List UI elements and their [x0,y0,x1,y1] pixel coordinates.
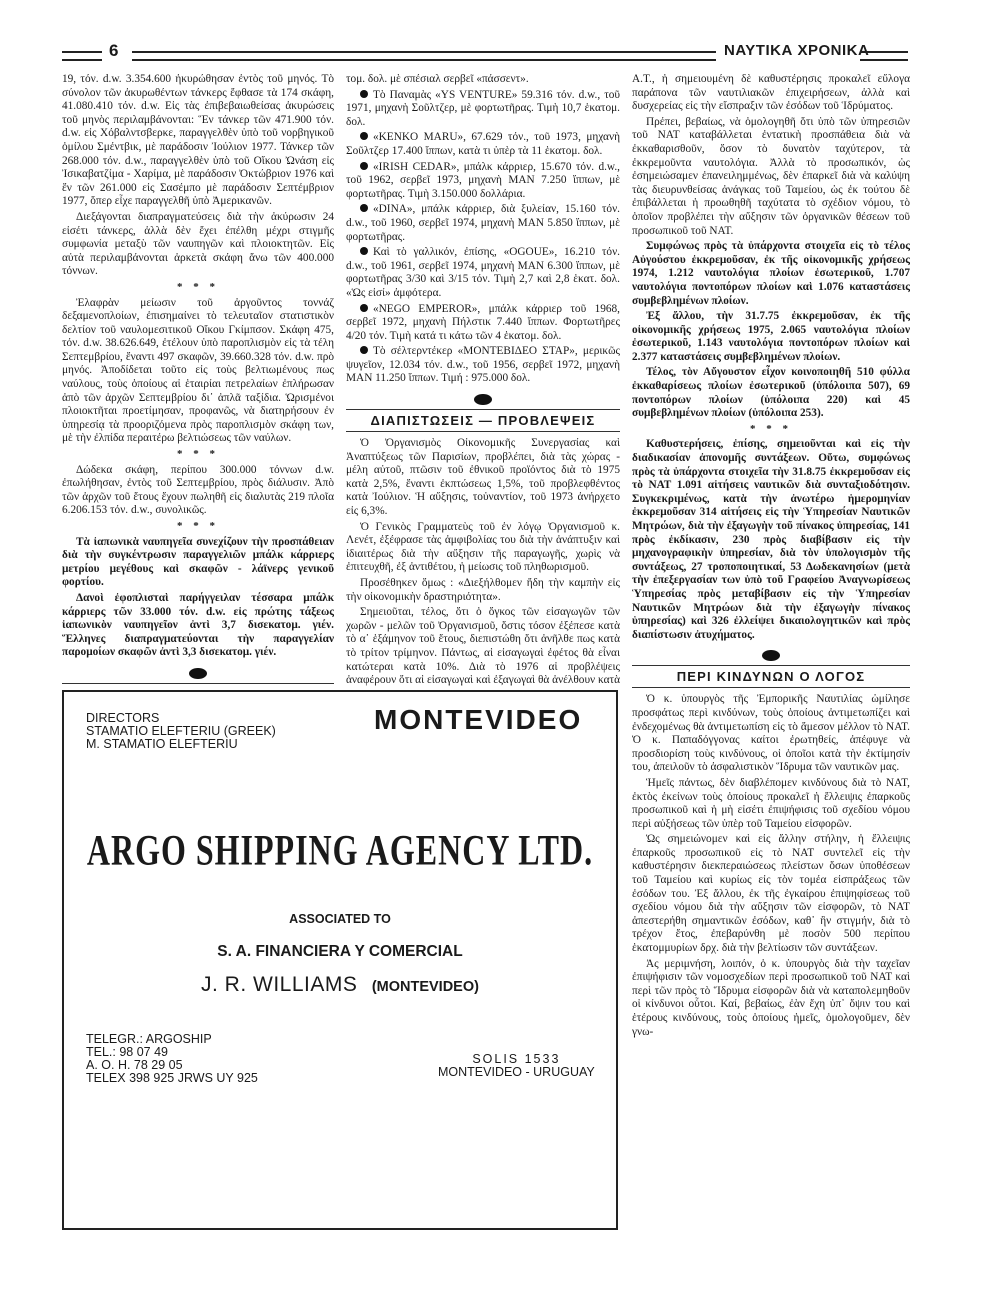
ornament-dot-icon [474,394,492,405]
bullet-icon [360,90,368,98]
ad-financiera-name: S. A. FINANCIERA Y COMERCIAL [217,943,463,960]
ship-listing [346,303,620,344]
ship-listing [346,246,620,300]
page-number: 6 [109,41,119,60]
column-2 [346,73,620,688]
section-heading-findings: ΔΙΑΠΙΣΤΩΣΕΙΣ — ΠΡΟΒΛΕΨΕΙΣ [346,409,620,432]
ad-address-block [438,1053,595,1079]
ad-directors [86,712,276,751]
article-paragraph: Πρέπει, βεβαίως, νὰ ὁμολογηθῆ ὅτι ὑπὸ τῶν ὑπηρεσιῶν τοῦ ΝΑΤ καταβάλλεται ἐντατικὴ προσπάθεια διὰ νὰ ἐκκαθαρισθοῦν, ὅσον τὸ δυνατὸν ταχύτερον, τὰ ἐκκρεμοῦντα ναυτολόγια. Ἀλλὰ τὸ προσωπικόν, ὡς ἐσημειώσαμεν ἐπανειλημμένως, δὲν ἐπαρκεῖ διὰ νὰ καλύψη τὰς διευρυνθείσας ἀνάγκας τοῦ Ταμείου, ὡς ἐκ τούτου δὲ ἐπιβάλλεται ἡ προωθηθῆ ταχύτατα τὸ σχέδιον νόμου, τὸ ὁποῖον προβλέπει τὴν αὔξησιν τῶν ὀργανικῶν θέσεων τοῦ προσωπικοῦ τοῦ ΝΑΤ. [632,115,910,237]
column-1 [62,73,334,688]
ship-listing-text: «KENKO MARU», 67.629 τόν., τοῦ 1973, μηχανὴ Σοῦλτζερ 17.400 ἵππων, κατὰ τι ὑπὲρ τὰ 11 ἑκατομ. δολ. [346,131,620,157]
ad-city-heading: MONTEVIDEO [374,704,583,735]
section-separator-stars: * * * [177,280,219,293]
bullet-icon [360,162,368,170]
article-paragraph: Προσέθηκεν ὅμως : «Διεξήλθομεν ἤδη τὴν καμπὴν εἰς τὴν οἰκονομικὴν δραστηριότητα». [346,577,620,603]
article-paragraph: Ἡμεῖς πάντως, δὲν διαβλέπομεν κινδύνους διὰ τὸ ΝΑΤ, ἐκτὸς ἐκείνων τοὺς ὁποίους προκαλεῖ ἡ ἔλλειψις ἐπαρκοῦς προσωπικοῦ καὶ ἡ μὴ εἰσέτι ἐπιψήφισις τοῦ σχεδίου νόμου περὶ αὐξήσεως τῶν ὑπὲρ τοῦ Ταμείου εἰσφορῶν. [632,776,910,830]
column-3 [632,73,910,1273]
article-paragraph: Ὁ Γενικὸς Γραμματεὺς τοῦ ἐν λόγῳ Ὀργανισμοῦ κ. Λενέτ, ἐξέφρασε τὰς ἀμφιβολίας του διὰ τὴν ἀνάπτυξιν καὶ ἰδιαιτέρως διὰ τὴν αὔξησιν τῆς παραγωγῆς, χωρὶς νὰ ἐπιτευχθῆ, ἐξ ἀντιθέτου, ἡ μείωσις τοῦ πληθωρισμοῦ. [346,520,620,574]
bullet-icon [360,204,368,212]
article-paragraph: Τέλος, τὸν Αὔγουστον εἶχον κοινοποιηθῆ 510 φύλλα ἐκκαθαρίσεως πλοίων ἐσωτερικοῦ (ὑπόλοιπα 507), 69 ποντοπόρων πλοίων (ὑπόλοιπα 220) καὶ 45 συμβεβλημένων πλοίων (ὑπόλοιπα 253). [632,366,910,420]
publication-title: ΝΑΥΤΙΚΑ ΧΡΟΝΙΚΑ [724,42,870,59]
article-paragraph: Διεξάγονται διαπραγματεύσεις διὰ τὴν ἀκύρωσιν 24 εἰσέτι τάνκερς, ἀλλὰ δὲν ἔχει ἐπέλθη μέχρι στιγμῆς συμφωνία μεταξὺ τῶν ναυπηγῶν καὶ πλοιοκτητῶν. Εἰς αὐτὰ περιλαμβάνονται ἀρκετὰ σκάφη ἄνω τῶν 400.000 τόννων. [62,210,334,278]
ad-street: SOLIS 1533 [472,1052,561,1066]
section-heading-danger: ΠΕΡΙ ΚΙΝΔΥΝΩΝ Ο ΛΟΓΟΣ [632,665,910,688]
section-separator-stars: * * * [750,422,792,435]
ad-company-name: ARGO SHIPPING AGENCY LTD. [86,825,594,875]
article-paragraph: Ὁ κ. ὑπουργὸς τῆς Ἐμπορικῆς Ναυτιλίας ὡμίλησε προσφάτως περὶ κινδύνων, τοὺς ὁποίους ἀντιμετωπίζει καὶ ἐνδεχομένως θὰ ἀντιμετωπίση εἰς τὸ ἄμεσον μέλλον τὸ ΝΑΤ. Ὁ κ. Παπαδόγγονας καίτοι ἐρωτηθείς, ἀπέφυγε νὰ προσδιορίση τοὺς κινδύνους, οἱ ὁποῖοι κατὰ τὴν ἐκτίμησίν του, ἀπειλοῦν τὸ ἀσφαλιστικὸν Ἵδρυμα τῶν ναυτικῶν μας. [632,693,910,774]
ship-listing-text: Καὶ τὸ γαλλικόν, ἐπίσης, «OGOUE», 16.210 τόν. d.w., τοῦ 1961, σερβεῖ 1974, μηχανὴ MAN 6.300 ἵππων, μὲ φορτωτῆρας 3/30 καὶ 3/15 τόν. Τιμὴ 2,7 καὶ 2,8 ἑκατ. δολ. «Ὡς εἰσί» ἀμφότερα. [346,246,620,299]
article-paragraph: τομ. δολ. μὲ σπέσιαλ σερβεῖ «πάσσεντ». [346,73,529,85]
section-heading-markets [62,683,334,688]
header-rule-right [860,51,908,61]
director-name: STAMATIO ELEFTERIU (GREEK) [86,724,276,738]
ad-contact-block [86,1033,258,1085]
ad-williams-place: (MONTEVIDEO) [371,979,479,995]
section-separator-stars: * * * [177,448,219,461]
running-header [62,40,908,70]
ad-telegram: TELEGR.: ARGOSHIP [86,1032,212,1046]
article-paragraph: Α.Τ., ἡ σημειουμένη δὲ καθυστέρησις προκαλεῖ εὔλογα παράπονα τῶν ναυτιλιακῶν ἐπιχειρήσεων, ἀλλὰ καὶ δυσχερείας εἰς τὴν εἴσπραξιν τῶν ἐσόδων τοῦ Ἱδρύματος. [632,73,910,113]
ad-williams-name: J. R. WILLIAMS [201,973,358,996]
directors-label: DIRECTORS [86,711,160,725]
ad-telephone: TEL.: 98 07 49 [86,1045,169,1059]
ship-listing-text: «NEGO EMPEROR», μπάλκ κάρριερ τοῦ 1968, σερβεῖ 1972, μηχανὴ Πήλστικ 7.440 ἵππων. Φορτωτῆρες 4/20 τόν. Τιμὴ κατά τι κάτω τῶν 4 ἑκατομ. δολ. [346,302,620,342]
article-paragraph: 19, τόν. d.w. 3.354.600 ἠκυρώθησαν ἐντὸς τοῦ μηνός. Τὸ σύνολον τῶν ἀκυρωθέντων τάνκερς ἔφθασε τὰ 174 σκάφη, 41.080.410 τόν. d.w. Εἰς τὰς ἐπιβεβαιωθείσας ἀκυρώσεις τοῦ μηνὸς περιλαμβάνονται: Ἕν τάνκερ τῶν 471.900 τόν. d.w. εἰς Χόβαλντσβερκε, παραγγελθὲν ὑπὸ τοῦ νορβηγικοῦ ὀμίλου Σμέντβικ, μὲ παράδοσιν Ἰούλιον 1977. Τάνκερ τῶν 268.000 τόν. d.w., παραγγελθὲν ὑπὸ τοῦ Οἴκου Ὠνάση εἰς Ἰσικαβατζίμα - Χαρίμα, μὲ παράδοσιν Ὀκτώβριον 1976 καὶ ἕν τῶν 261.000 εἰς Σασέμπο μὲ παράδοσιν Σεπτέμβριον 1977, ὅπερ εἶχε παραγγελθῆ ὑπὸ Ἀμερικανῶν. [62,73,334,208]
ship-listing [346,203,620,244]
director-name: M. STAMATIO ELEFTERIU [86,737,238,751]
argo-shipping-advertisement [62,690,618,1230]
article-paragraph: Ἐλαφρὰν μείωσιν τοῦ ἀργοῦντος τοννάζ δεξαμενοπλοίων, ἐπισημαίνει τὸ τελευταῖον στατιστικὸν δελτίον τοῦ ναυλομεσιτικοῦ Οἴκου Γκίμπσον. Σκάφη 475, τόν. d.w. 38.626.649, ἐτέλουν ὑπὸ παροπλισμὸν εἰς τὰ τέλη Σεπτεμβρίου, ἔναντι 497 σκαφῶν, 39.660.328 τόν. d.w. πρὸ μηνός. Ἀποδίδεται τοῦτο εἰς τοὺς βελτιωμένους πως ναύλους, τοὺς ὁποίους αἱ ἑταιρίαι πετρελαίων ἐπλήρωσαν ἀπὸ τῶν ἀρχῶν Σεπτεμβρίου δι᾽ ἁπλᾶ ταξίδια. Ὡρισμένοι πλοιοκτῆται προετίμησαν, προφανῶς, νὰ διατηρήσουν ἐν ὑπηρεσίᾳ τὰ προοριζόμενα πρὸς παροπλισμὸν σκάφη των, μὲ τὴν ἐλπίδα περαιτέρω βελτιώσεως τῶν ναύλων. [62,296,334,445]
bullet-icon [360,304,368,312]
article-paragraph: Ὁ Ὀργανισμὸς Οἰκονομικῆς Συνεργασίας καὶ Ἀναπτύξεως τῶν Παρισίων, προβλέπει, διὰ τὰς χώρας - μέλη αὐτοῦ, πτῶσιν τοῦ ἐθνικοῦ προϊόντος διὰ τὸ 1975 κατὰ 2,5%, ἔναντι ἐκπτώσεως 1,5%, τοῦ προβλεφθέντος κατὰ Ἰούλιον. Ἡ αὔξησις, τοὐναντίον, τοῦ 1973 ἀνήρχετο εἰς 6,3%. [346,437,620,518]
article-paragraph: Δανοὶ ἐφοπλισταὶ παρήγγειλαν τέσσαρα μπάλκ κάρριερς τῶν 33.000 τόν. d.w. εἰς πρώτης τάξεως ἰαπωνικὸν ναυπηγεῖον ἀντὶ 3,7 δισεκατομ. γιέν. Ἕλληνες διαπραγματεύονται τὴν παραγγελίαν παρομοίων σκαφῶν ἀντὶ 3,3 δισεκατομ. γιέν. [62,591,334,659]
ornament-dot-icon [189,668,207,679]
ad-telex: TELEX 398 925 JRWS UY 925 [86,1071,258,1085]
ship-listing [346,131,620,158]
ship-listing-text: «DINA», μπάλκ κάρριερ, διὰ ξυλείαν, 15.160 τόν. d.w., τοῦ 1960, σερβεῖ 1974, μηχανὴ MAN 5.850 ἵππων, μὲ φορτωτῆρας. [346,203,620,243]
bullet-icon [360,132,368,140]
ship-listing-text: Τὸ σέλτερντέκερ «ΜΟΝΤΕΒΙΔΕΟ ΣΤΑΡ», μερικῶς ψυγεῖον, 12.034 τόν. d.w., τοῦ 1956, σερβεῖ 1972, μηχανὴ MAN 11.250 ἵππων. Τιμή : 975.000 δολ. [346,345,620,385]
header-rule-left [62,51,102,61]
article-paragraph: Ἐξ ἄλλου, τὴν 31.7.75 ἐκκρεμοῦσαν, ἐκ τῆς οἰκονομικῆς χρήσεως 1975, 2.065 ναυτολόγια πλοίων ἐσωτερικοῦ, 1.143 ναυτολόγια ποντοπόρων πλοίων καὶ 2.377 καταστάσεις συμβεβλημένων πλοίων. [632,310,910,363]
ship-listing-text: «IRISH CEDAR», μπάλκ κάρριερ, 15.670 τόν. d.w., τοῦ 1962, σερβεῖ 1973, μηχανὴ MAN 7.250 ἵππων, μὲ φορτωτῆρας. Τιμὴ 3.150.000 δολλάρια. [346,160,620,200]
article-paragraph: Ἀς μεριμνήση, λοιπόν, ὁ κ. ὑπουργὸς διὰ τὴν ταχεῖαν ἐπιψήφισιν τῶν νομοσχεδίων περὶ προσωπικοῦ τοῦ ΝΑΤ καὶ περὶ τῶν πρὸς τὸ Ἵδρυμα εἰσφορῶν διὰ νὰ καταπολεμηθοῦν οἱ κίνδυνοι οὗτοι. Καί, βεβαίως, ἐὰν ἔχη ὑπ᾽ ὄψιν του καὶ ἑτέρους κινδύνους, τοὺς ὁποίους ἡμεῖς, ὁμολογοῦμεν, δὲν γνω- [632,957,910,1038]
article-paragraph: Δώδεκα σκάφη, περίπου 300.000 τόννων d.w. ἐπωλήθησαν, ἐντὸς τοῦ Σεπτεμβρίου, πρὸς διάλυσιν. Ἀπὸ τῶν ἀρχῶν τοῦ ἔτους ἔχουν πωληθῆ εἰς διαλυτὰς 219 πλοῖα 6.206.153 τόν. d.w., συνολικῶς. [62,463,334,517]
article-paragraph: Συμφώνως πρὸς τὰ ὑπάρχοντα στοιχεῖα εἰς τὸ τέλος Αὐγούστου ἐκκρεμοῦσαν, ἐκ τῆς οἰκονομικῆς χρήσεως 1974, 1.212 ναυτολόγια πλοίων ἐσωτερικοῦ, 1.707 ναυτολόγια ποντοπόρων πλοίων καὶ 1.076 καταστάσεις συμβεβλημένων πλοίων. [632,240,910,307]
ornament-dot-icon [762,650,780,661]
ad-city-country: MONTEVIDEO - URUGUAY [438,1065,595,1079]
article-paragraph: Τὰ ἰαπωνικὰ ναυπηγεῖα συνεχίζουν τὴν προσπάθειαν διὰ τὴν συγκέντρωσιν παραγγελιῶν μπάλκ κάρριερς μετρίου μεγέθους καὶ σκαφῶν - λάϊνερς γενικοῦ φορτίου. [62,535,334,589]
ship-listing [346,89,620,130]
ship-listing [346,345,620,386]
ad-aoh: A. O. H. 78 29 05 [86,1058,183,1072]
ship-listing [346,161,620,202]
section-separator-stars: * * * [177,520,219,532]
ship-listing-text: Τὸ Παναμὰς «YS VENTURE» 59.316 τόν. d.w., τοῦ 1971, μηχανὴ Σοῦλτζερ, μὲ φορτωτῆρας. Τιμὴ 10,7 ἑκατομ. δολ. [346,88,620,128]
ad-associated-label: ASSOCIATED TO [289,912,391,926]
header-rule-middle [132,51,716,61]
article-paragraph: Σημειοῦται, τέλος, ὅτι ὁ ὄγκος τῶν εἰσαγωγῶν τῶν χωρῶν - μελῶν τοῦ Ὀργανισμοῦ, ὅστις τόσον ἐξέπεσε κατὰ τὸ α᾽ ἑξάμηνον τοῦ ἔτους, διεπιστώθη ὅτι ἀνῆλθε πως κατὰ τὸ τρίτον τρίμηνον. Πάντως, αἱ εἰσαγωγαὶ ἐφέτος θὰ εἶναι κατώτεραι κατὰ 10%. Διὰ τὸ 1976 αἱ προβλέψεις ἀναφέρουν ὅτι αἱ εἰσαγωγαὶ καὶ ἐξαγωγαὶ θὰ ἀνέλθουν κατὰ [346,606,620,687]
ad-williams-line [64,973,616,997]
article-paragraph: Καθυστερήσεις, ἐπίσης, σημειοῦνται καὶ εἰς τὴν διαδικασίαν ἀπονομῆς συντάξεων. Οὕτω, συμφώνως πρὸς τὰ ὑπάρχοντα στοιχεῖα τὴν 31.8.75 ἐκκρεμοῦσαν εἰς τὸ ΝΑΤ 1.091 αἰτήσεις ναυτικῶν διὰ συνταξιοδότησιν. Συγκεκριμένως, κατὰ τὴν ἀνωτέρω ἡμερομηνίαν ἐκκρεμοῦσαν 314 αἰτήσεις εἰς τὴν Ὑπηρεσίαν Ναυτικῶν Μητρώων, διὰ τὴν ἐξαγωγὴν τοῦ πίνακος ὑπηρεσίας, 141 πρὸς ἐκδίκασιν, 230 πρὸς διαβίβασιν εἰς τὴν μηχανογραφικὴν ὑπηρεσίαν, διὰ τὸν ὑπολογισμὸν τῆς συντάξεως, 27 τροποποιητικαί, 53 Δωδεκανησίων (μετὰ τὴν ἐπεξεργασίαν των ὑπὸ τοῦ Γραφείου Ἀναγνωρίσεως Ὑπηρεσίας πρὸς μεταβίβασιν εἰς τὴν Ὑπηρεσίαν Ναυτικῶν Μητρώων διὰ τὴν ἐξαγωγὴν πίνακος ὑπηρεσίας) καὶ 326 ἐλλείψει δικαιολογητικῶν καὶ πρὸς διαπίστωσιν ἀτυχήματος. [632,438,910,641]
bullet-icon [360,346,368,354]
article-paragraph: Ὡς σημειώνομεν καὶ εἰς ἄλλην στήλην, ἡ ἔλλειψις ἐπαρκοῦς προσωπικοῦ εἰς τὸ ΝΑΤ συντελεῖ εἰς τὴν καθυστέρησιν διεκπεραιώσεως πλείστων ὅσων ὑποθέσεων τοῦ Ταμείου καὶ κυρίως εἰς τὸν τομέα εἰσπράξεως τῶν ἐσόδων του. Ἐξ ἄλλου, ἐκ τῆς ἐγκαίρου ἐπιψηφίσεως τοῦ σχεδίου νόμου διὰ τὴν αὔξησιν τῶν εἰσφορῶν, τὸ ΝΑΤ ἀπεστερήθη σημαντικῶν ἐσόδων, καθ᾽ ἣν στιγμήν, διὰ τὸ τρέχον ἔτος, ἐπεβαρύνθη μὲ ποσὸν 500 περίπου ἑκατομμυρίων δρχ. διὰ τὴν βελτίωσιν τῶν συντάξεων. [632,833,910,955]
bullet-icon [360,247,368,255]
